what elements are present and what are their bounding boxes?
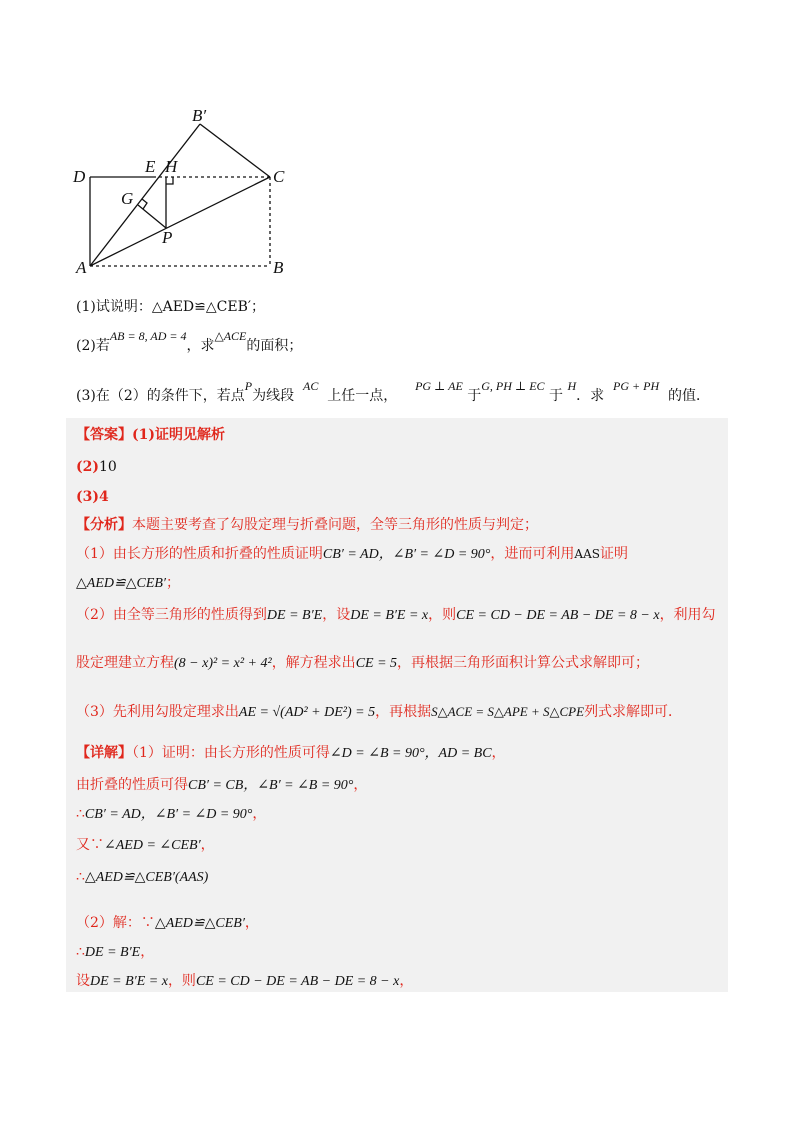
- p2-b: ，设: [322, 607, 351, 623]
- label-H: H: [165, 157, 178, 176]
- detail-line-4: [76, 834, 215, 857]
- d3-a: ∴: [76, 806, 85, 822]
- right-angle-H: [166, 177, 173, 184]
- q3-h: H: [567, 379, 577, 393]
- q3-e: 于: [548, 388, 563, 404]
- d4-end: ，: [200, 837, 215, 853]
- p3-c: 列式求解即可．: [584, 704, 683, 720]
- p2-c: ，则: [428, 607, 457, 623]
- p1-math: CB′ = AD，∠B′ = ∠D = 90°: [322, 547, 491, 562]
- d7-a: ∴: [76, 944, 85, 960]
- answer-2: [76, 456, 117, 478]
- right-angle-G: [142, 199, 147, 209]
- p3-m2: S△ACE = S△APE + S△CPE: [431, 704, 585, 719]
- q2-triangle: △ACE: [214, 329, 247, 343]
- q2-mid: ，求: [186, 338, 215, 354]
- label-B-prime: B′: [192, 106, 207, 125]
- analysis-p3: [76, 701, 682, 724]
- label-B: B: [273, 258, 284, 277]
- segment-PG: [138, 205, 166, 228]
- p1-a: （1）由长方形的性质和折叠的性质证明: [76, 546, 323, 562]
- q3-p: P: [244, 379, 253, 393]
- detail-line-5: [76, 866, 208, 889]
- detail-line-7: [76, 941, 154, 964]
- question-1: [76, 297, 265, 317]
- q3-f: ．求: [576, 388, 605, 404]
- p1-c: 证明: [599, 546, 628, 562]
- p3-b: ，再根据: [375, 704, 432, 720]
- d4-math: ∠AED = ∠CEB′: [104, 838, 201, 853]
- d1-end: ，: [491, 745, 506, 761]
- detail-line-3: [76, 803, 266, 826]
- p2-line2-b: ，解方程求出: [271, 655, 356, 671]
- detail-line-1: [76, 742, 506, 765]
- d6-math: △AED≌△CEB′: [154, 916, 245, 931]
- label-C: C: [273, 167, 285, 186]
- question-2: [76, 329, 303, 356]
- p1-aas: AAS: [574, 547, 600, 561]
- p2-line2-a: 股定理建立方程: [76, 655, 174, 671]
- q3-d: 于: [467, 388, 482, 404]
- d5-a: ∴: [76, 869, 85, 885]
- label-G: G: [121, 189, 134, 208]
- analysis-intro: 本题主要考查了勾股定理与折叠问题，全等三角形的性质与判定；: [132, 517, 538, 533]
- q3-sum: PG + PH: [613, 379, 660, 393]
- p1-end: ；: [165, 575, 180, 591]
- segment-AC: [90, 177, 270, 266]
- p2-m2: DE = B′E = x: [350, 608, 429, 623]
- analysis-p2-line2: [76, 652, 649, 675]
- q3-a: (3)在（2）的条件下，若点: [76, 388, 245, 404]
- label-D: D: [73, 167, 86, 186]
- segment-AB-prime: [90, 124, 200, 266]
- d8-math: DE = B′E = x: [90, 974, 168, 989]
- detail-line-2: [76, 774, 367, 797]
- p2-line2-c: ，再根据三角形面积计算公式求解即可；: [397, 655, 650, 671]
- d3-math: CB′ = AD，∠B′ = ∠D = 90°: [84, 807, 253, 822]
- d4-a: 又∵: [76, 837, 104, 853]
- p1-line2: △AED≌△CEB′: [76, 576, 166, 591]
- segment-B-prime-C: [200, 124, 270, 177]
- p2-d: ，利用勾: [659, 607, 716, 623]
- analysis-p2: [76, 604, 716, 627]
- q3-g-end: 的值．: [668, 388, 711, 404]
- q2-prefix: (2)若: [76, 338, 110, 354]
- d8-math2: CE = CD − DE = AB − DE = 8 − x: [195, 974, 400, 989]
- d8-b: ，则: [167, 973, 196, 989]
- d2-end: ，: [353, 777, 368, 793]
- detail-line-8: [76, 970, 413, 993]
- detail-line-6: [76, 912, 259, 935]
- analysis-intro-line: [76, 514, 538, 536]
- d7-end: ，: [140, 944, 155, 960]
- d1-a: （1）证明：由长方形的性质可得: [132, 745, 330, 761]
- p2-eq: (8 − x)² = x² + 4²: [174, 656, 272, 671]
- d8-end: ，: [399, 973, 414, 989]
- d2-math: CB′ = CB，∠B′ = ∠B = 90°: [188, 778, 354, 793]
- detail-title: 【详解】: [76, 745, 132, 761]
- d6-a: （2）解：∵: [76, 915, 155, 931]
- analysis-p1: [76, 543, 628, 566]
- analysis-title: 【分析】: [76, 517, 132, 533]
- label-A: A: [76, 258, 87, 277]
- answer-2-label: (2): [76, 459, 99, 475]
- question-1-text: (1)试说明：△AED≌△CEB′；: [76, 299, 266, 315]
- d6-end: ，: [244, 915, 259, 931]
- question-3: [76, 379, 711, 406]
- d1-math: ∠D = ∠B = 90°，AD = BC: [329, 746, 492, 761]
- p3-a: （3）先利用勾股定理求出: [76, 704, 239, 720]
- answer-title-line: [76, 424, 225, 446]
- p3-m1: AE = √(AD² + DE²) = 5: [238, 705, 376, 720]
- p2-m1: DE = B′E: [266, 608, 323, 623]
- q3-pg: PG ⊥ AE: [415, 379, 463, 393]
- label-P: P: [162, 228, 173, 247]
- q3-ac: AC: [303, 379, 319, 393]
- q2-condition: AB = 8, AD = 4: [109, 329, 187, 343]
- q3-b: 为线段: [252, 388, 295, 404]
- p2-ce: CE = 5: [355, 656, 398, 671]
- d8-a: 设: [76, 973, 90, 989]
- answer-2-value: 10: [99, 459, 117, 475]
- q3-c: 上任一点，: [327, 388, 398, 404]
- answer-1: (1)证明见解析: [132, 427, 225, 443]
- answer-3: (3)4: [76, 489, 109, 505]
- p2-m3: CE = CD − DE = AB − DE = 8 − x: [456, 608, 660, 623]
- d3-end: ，: [252, 806, 267, 822]
- d2-a: 由折叠的性质可得: [76, 777, 188, 793]
- p1-b: ，进而可利用: [490, 546, 575, 562]
- d5-math: △AED≌△CEB′(AAS): [84, 870, 209, 885]
- answer-title: 【答案】: [76, 427, 132, 443]
- q3-g: G, PH ⊥ EC: [481, 379, 545, 393]
- label-E: E: [145, 157, 156, 176]
- geometry-figure: [70, 100, 310, 285]
- d7-math: DE = B′E: [84, 945, 141, 960]
- p2-a: （2）由全等三角形的性质得到: [76, 607, 267, 623]
- q2-suffix: 的面积；: [246, 338, 303, 354]
- analysis-p1-line2: [76, 572, 180, 595]
